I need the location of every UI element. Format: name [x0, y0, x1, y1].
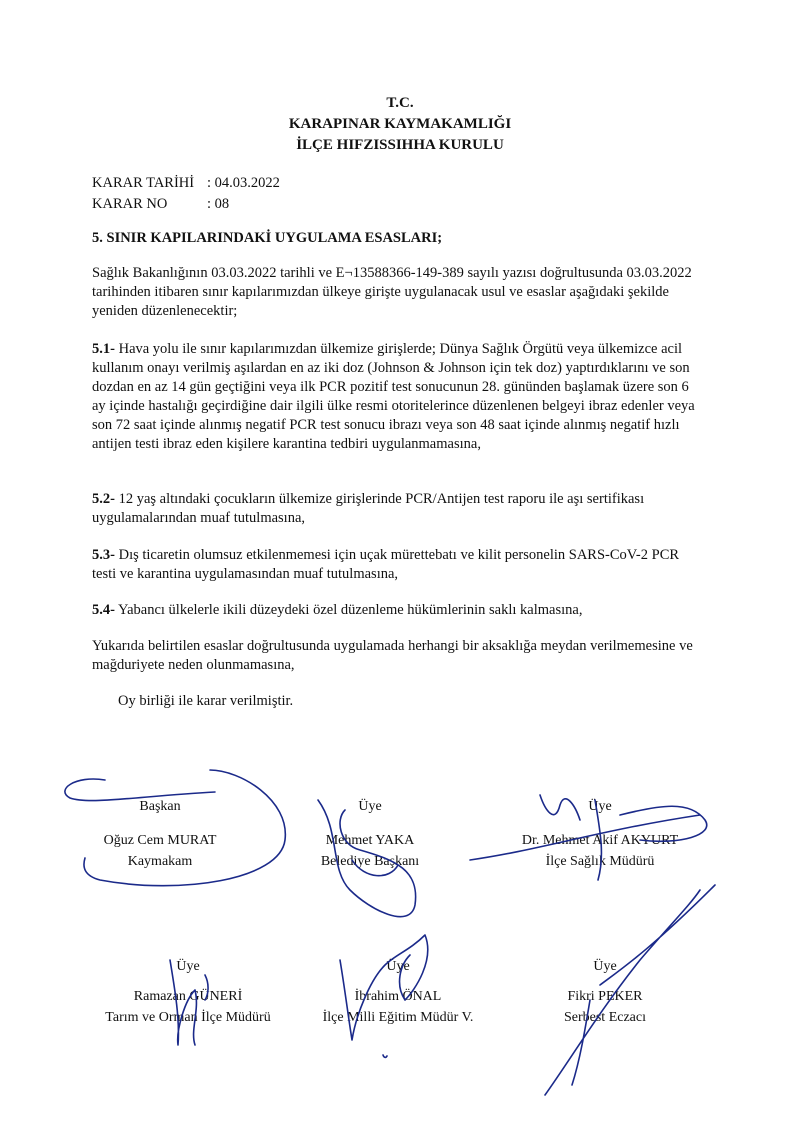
- decision-date-label: KARAR TARİHİ: [92, 175, 195, 191]
- item-text: 12 yaş altındaki çocukların ülkemize girişlerinde PCR/Antijen test raporu ile aşı sertifikası uygulamalarından muaf tutulmasına,: [92, 491, 645, 526]
- item-text: Hava yolu ile sınır kapılarımızdan ülkemize girişlerde; Dünya Sağlık Örgütü veya ülkemizce acil kullanım onayı verilmiş aşılardan en az iki doz (Johnson & Johnson için tek doz) yaptırdıklarını ve son dozdan en az 14 gün geçtiğini veya ilk PCR pozitif test sonucunun 28. gününden başlamak üzere son 6 ay içinde hastalığı geçirdiğine dair ilgili ülke resmi otoritelerince düzenlenen belgeyi ibraz edenler veya son 72 saat içinde alınmış negatif PCR test sonucu ibrazı veya son 48 saat içinde alınmış negatif hızlı antijen testi ibraz eden kişilere karantina tedbiri uygulanmamasına,: [92, 341, 695, 452]
- decision-date-row: [92, 173, 280, 194]
- item-number: 5.4-: [92, 602, 115, 618]
- signatory-name: Ramazan GÜNERİ: [133, 989, 243, 1004]
- signatory-name: Mehmet YAKA: [325, 833, 415, 848]
- item-5-4: [92, 601, 704, 620]
- signature-block-member-2: [300, 796, 440, 872]
- signatory-name: Fikri PEKER: [567, 989, 643, 1004]
- signatory-title: Kaymakam: [127, 854, 193, 869]
- signatory-title: Belediye Başkanı: [320, 854, 420, 869]
- item-5-1: [92, 340, 704, 454]
- decision-number-label: KARAR NO: [92, 196, 168, 212]
- item-number: 5.3-: [92, 547, 115, 563]
- item-text: Yabancı ülkelerle ikili düzeydeki özel düzenleme hükümlerinin saklı kalmasına,: [114, 602, 583, 618]
- signatory-title: Serbest Eczacı: [563, 1010, 646, 1025]
- header-line-tc: T.C.: [386, 95, 414, 111]
- signatory-role: Üye: [593, 959, 617, 974]
- item-number: 5.1-: [92, 341, 115, 357]
- signatory-role: Başkan: [139, 799, 181, 814]
- intro-paragraph: Sağlık Bakanlığının 03.03.2022 tarihli ve E¬13588366-149-389 sayılı yazısı doğrultusunda 03.03.2022 tarihinden itibaren sınır kapılarımızdan ülkeye girişte uygulanacak usul ve esaslar aşağıdaki şekilde yeniden düzenlenecektir;: [92, 265, 692, 319]
- item-text: Dış ticaretin olumsuz etkilenmemesi için uçak mürettebatı ve kilit personelin SARS-CoV-2 PCR testi ve karantina uygulamasından muaf tutulmasına,: [92, 547, 680, 582]
- header-line-office: KARAPINAR KAYMAKAMLIĞI: [288, 116, 512, 132]
- closing-paragraph: Yukarıda belirtilen esaslar doğrultusunda uygulamada herhangi bir aksaklığa meydan verilmemesine ve mağduriyete neden olunmamasına,: [92, 638, 693, 673]
- signatory-role: Üye: [358, 799, 382, 814]
- decision-date-value: : 04.03.2022: [207, 175, 280, 191]
- decision-number-value: : 08: [207, 196, 230, 212]
- signatory-role: Üye: [386, 959, 410, 974]
- signatory-name: Oğuz Cem MURAT: [103, 833, 217, 848]
- item-5-2: [92, 490, 704, 528]
- document-header: [0, 93, 800, 156]
- signatory-title: Tarım ve Orman İlçe Müdürü: [105, 1010, 271, 1025]
- signatory-role: Üye: [588, 799, 612, 814]
- header-line-board: İLÇE HIFZISSIHHA KURULU: [296, 137, 504, 153]
- signature-block-member-5: [298, 956, 498, 1028]
- signature-block-member-3: [500, 796, 700, 872]
- decision-number-row: [92, 194, 280, 215]
- signatory-name: İbrahim ÖNAL: [354, 989, 442, 1004]
- item-5-3: [92, 546, 704, 584]
- signatory-name: Dr. Mehmet Akif AKYURT: [521, 833, 679, 848]
- signature-block-chair: [100, 796, 220, 872]
- item-number: 5.2-: [92, 491, 115, 507]
- signature-block-member-4: [88, 956, 288, 1028]
- signatory-role: Üye: [176, 959, 200, 974]
- signatory-title: İlçe Milli Eğitim Müdür V.: [322, 1010, 474, 1025]
- signature-block-member-6: [535, 956, 675, 1028]
- decision-statement: Oy birliği ile karar verilmiştir.: [118, 693, 294, 709]
- decision-meta: [92, 173, 280, 215]
- section-heading: 5. SINIR KAPILARINDAKİ UYGULAMA ESASLARI;: [92, 230, 443, 246]
- signatory-title: İlçe Sağlık Müdürü: [545, 854, 655, 869]
